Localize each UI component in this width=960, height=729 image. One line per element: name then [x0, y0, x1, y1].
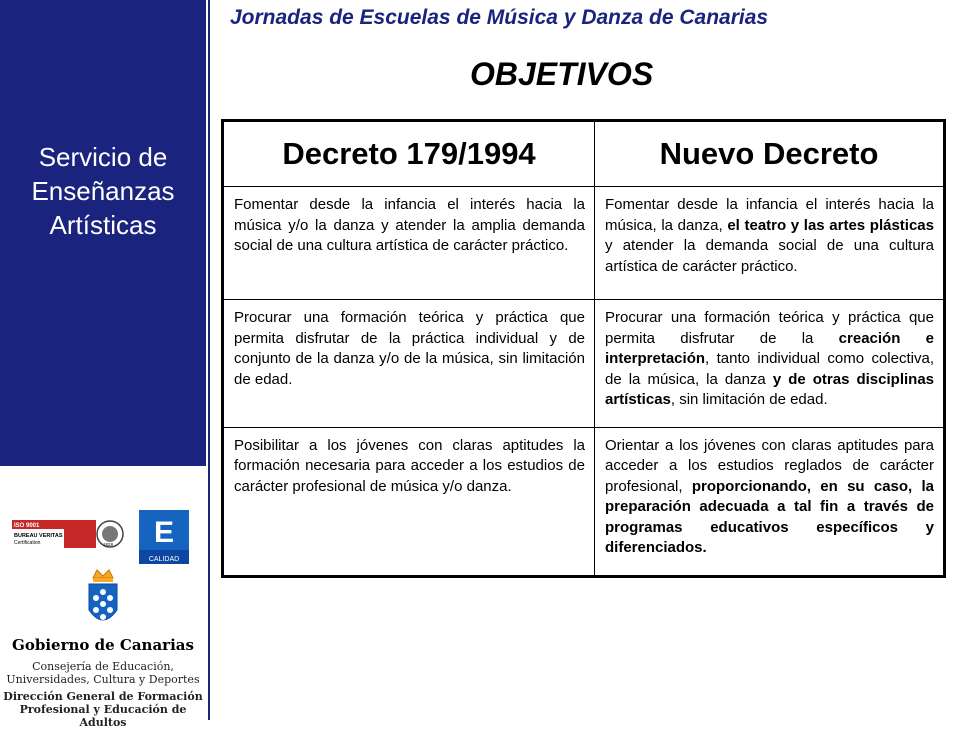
table-header-row [223, 121, 945, 187]
cell-text: Fomentar desde la infancia el interés hacia la música, la danza, [605, 196, 934, 234]
calidad-word: CALIDAD [148, 556, 180, 563]
bureau-veritas-logo [12, 520, 130, 548]
page-title: OBJETIVOS [470, 56, 654, 92]
direccion-line2: Profesional y Educación de Adultos [19, 703, 187, 729]
cell-text: , sin limitación de edad. [670, 391, 828, 408]
cell-text: , tanto individual como colectiva, de la música, la danza [605, 350, 934, 388]
cell-text: y atender la demanda social de una cultura artística de carácter práctico. [605, 237, 934, 275]
iso-sub2-label: Certification [14, 540, 41, 546]
table-cell-old: Procurar una formación teórica y práctica que permita disfrutar de la práctica individual y de conjunto de la danza y/o de la música, sin limitación de edad. [223, 300, 595, 428]
table-cell-old: Fomentar desde la infancia el interés hacia la música y/o la danza y atender la amplia demanda social de una cultura artística de carácter práctico. [223, 187, 595, 300]
gobierno-crest-icon [85, 568, 121, 634]
table-row [223, 300, 945, 428]
service-name [0, 140, 206, 242]
column-header-decreto-1994: Decreto 179/1994 [223, 121, 595, 187]
cell-text-bold: y de otras disciplinas artísticas [605, 370, 934, 408]
consejeria-line2: Universidades, Cultura y Deportes [6, 673, 200, 686]
calidad-letter: E [153, 516, 175, 549]
service-name-line1: Servicio de [38, 142, 168, 172]
iso-label: ISO 9001 [14, 523, 40, 529]
consejeria-line1: Consejería de Educación, [32, 660, 174, 673]
sidebar [0, 0, 206, 466]
service-name-line2: Enseñanzas [31, 176, 175, 206]
cell-text-bold: proporcionando, en su caso, la preparación adecuada a tal fin a través de programas educativos específicos y diferenciados. [605, 477, 934, 556]
header-title: Jornadas de Escuelas de Música y Danza de Canarias [230, 6, 769, 29]
table-cell-new [595, 427, 945, 576]
service-name-line3: Artísticas [49, 210, 157, 240]
cell-text-bold: creación e interpretación [605, 329, 934, 367]
table-cell-new [595, 187, 945, 300]
iso-sub-label: BUREAU VERITAS [14, 533, 63, 539]
comparison-table [221, 119, 946, 578]
direccion-line1: Dirección General de Formación [3, 690, 203, 703]
cell-text-bold: el teatro y las artes plásticas [727, 216, 934, 234]
iso-year: 1828 [103, 542, 114, 547]
table-row [223, 187, 945, 300]
table-row [223, 427, 945, 576]
cell-text: Procurar una formación teórica y práctica que permita disfrutar de la [605, 309, 934, 347]
table-cell-new [595, 300, 945, 428]
calidad-logo [139, 510, 189, 564]
cell-text: Orientar a los jóvenes con claras aptitudes para acceder a los estudios reglados de carácter profesional, [605, 436, 934, 495]
gobierno-name: Gobierno de Canarias [12, 636, 194, 654]
table-cell-old: Posibilitar a los jóvenes con claras aptitudes la formación necesaria para acceder a los estudios de carácter profesional de música y/o danza. [223, 427, 595, 576]
sidebar-divider [208, 0, 210, 720]
column-header-nuevo-decreto: Nuevo Decreto [595, 121, 945, 187]
